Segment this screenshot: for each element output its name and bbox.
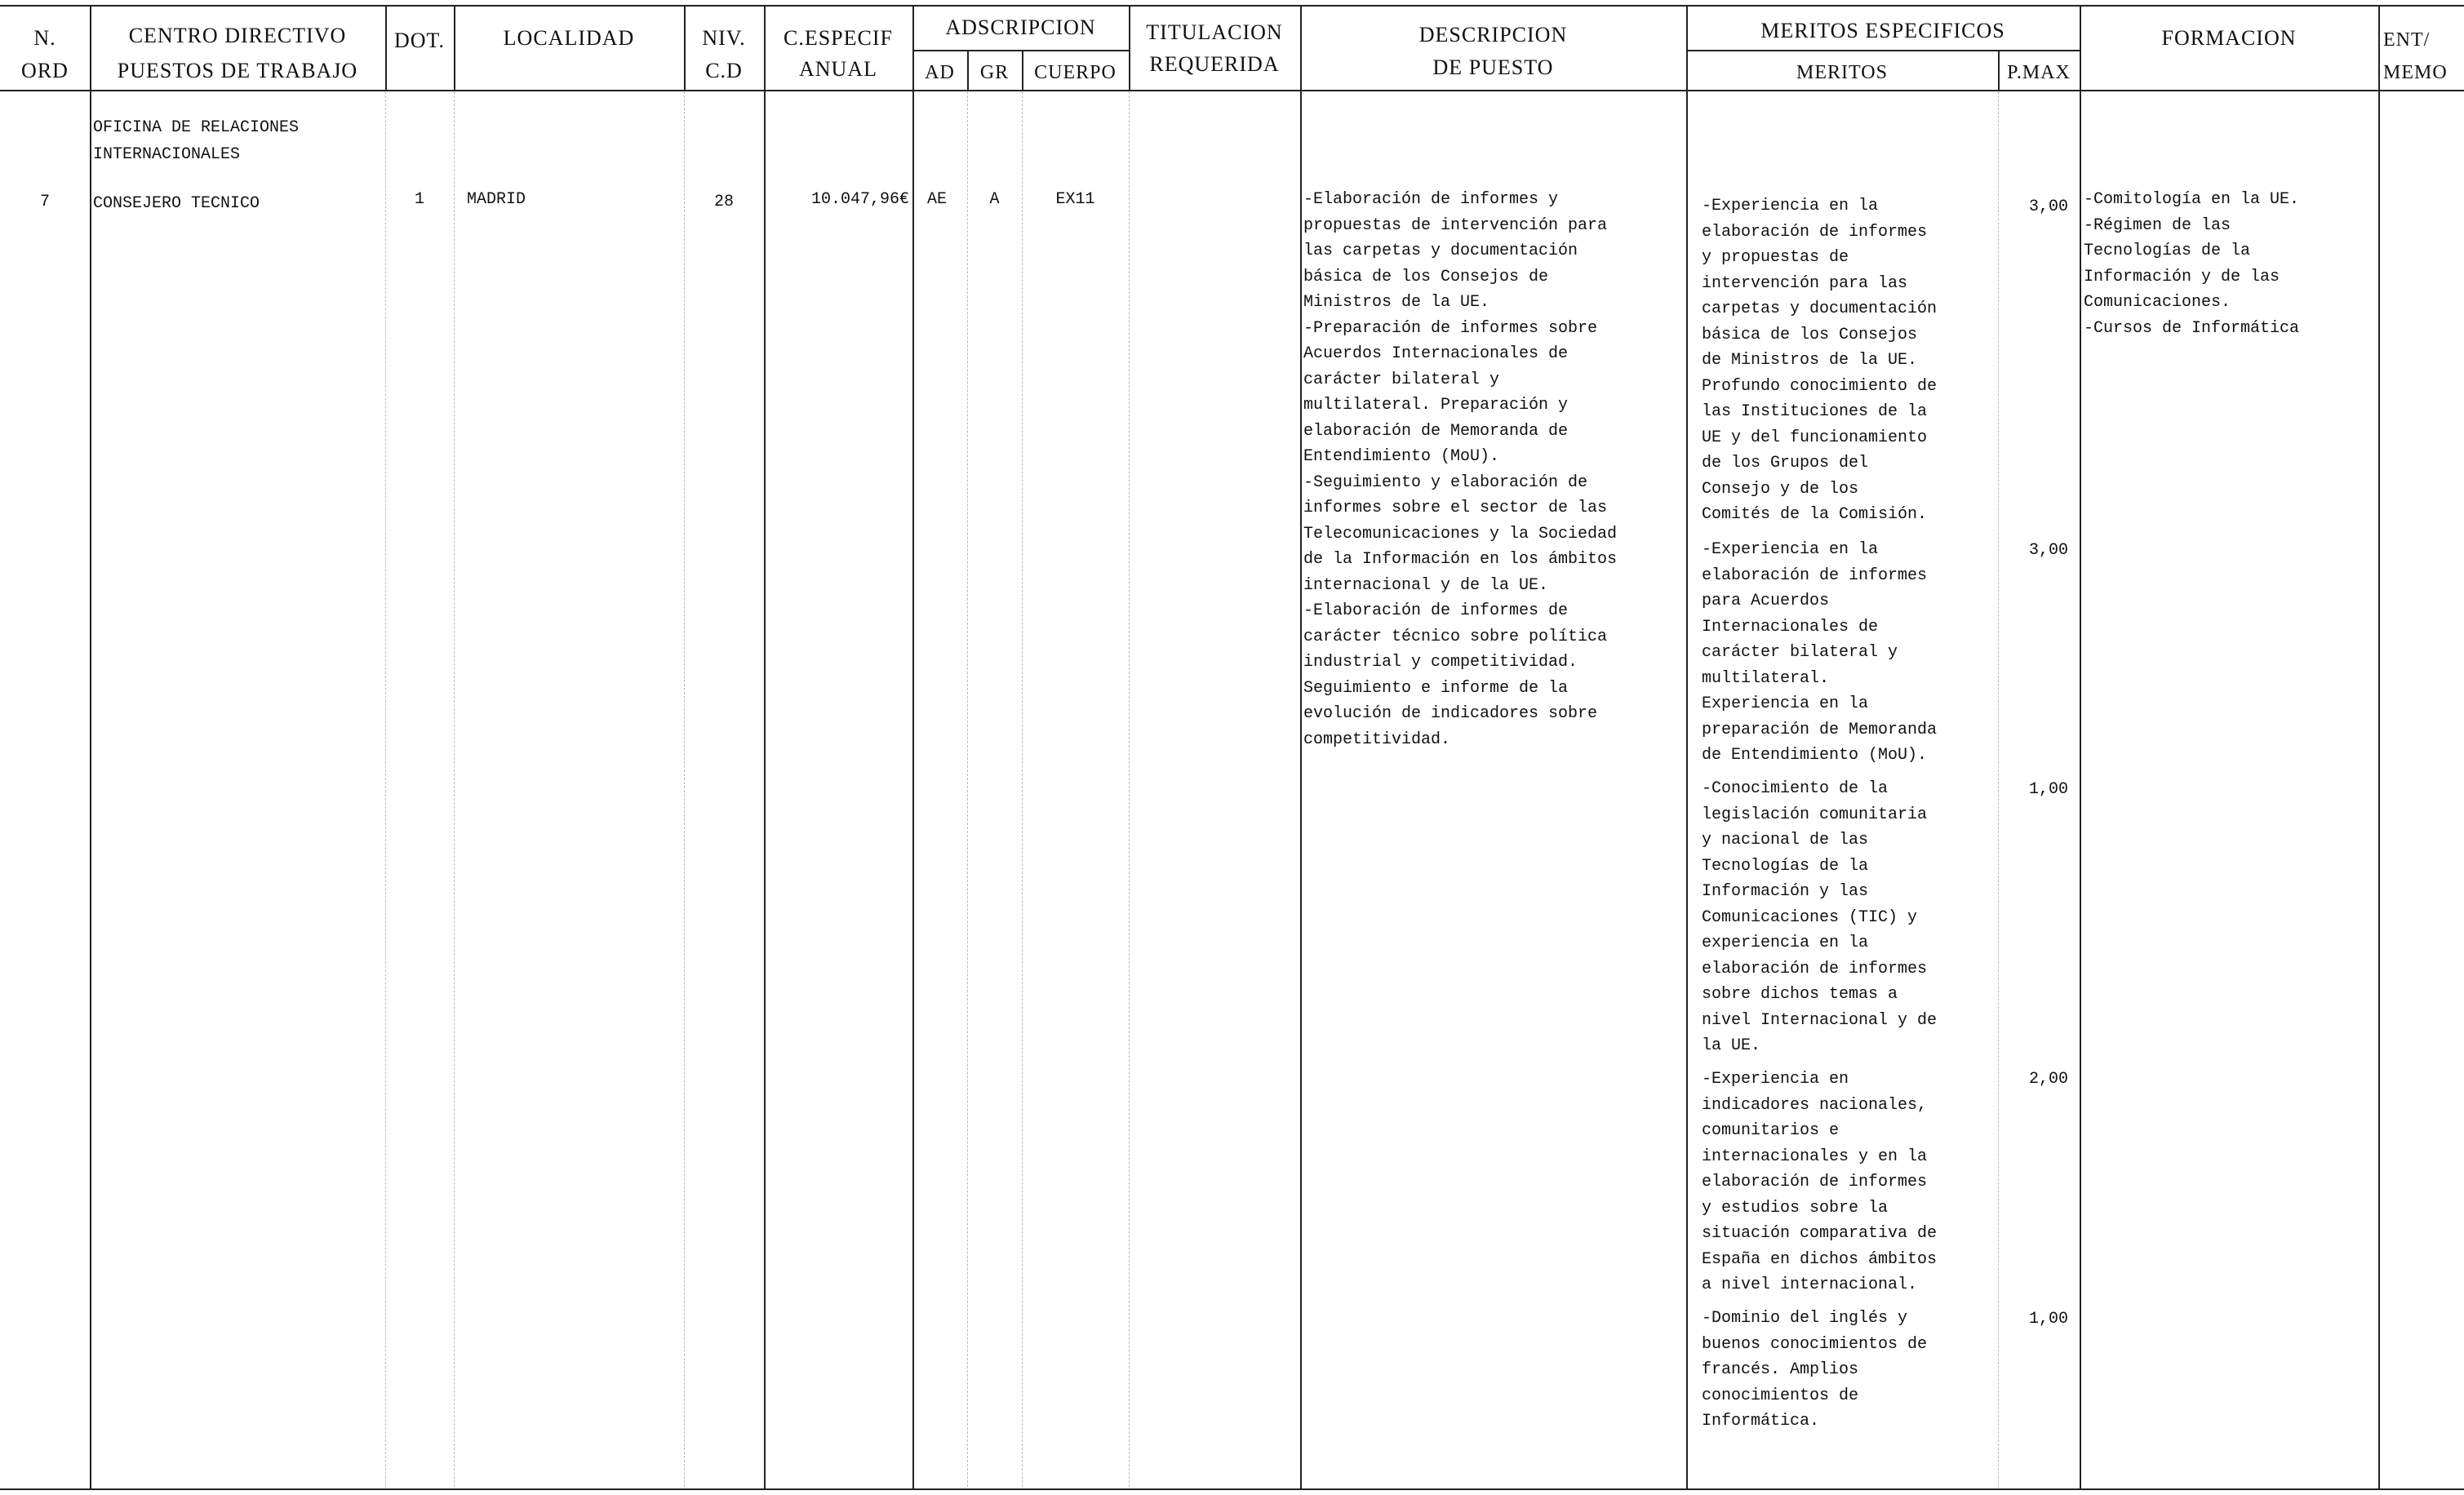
header-cuerpo: CUERPO <box>1034 62 1117 83</box>
col-sep-9 <box>1129 5 1130 90</box>
header-de-puesto: DE PUESTO <box>1432 55 1554 79</box>
merito-pmax: 1,00 <box>2028 780 2068 799</box>
merito-item: -Experiencia en indicadores nacionales, comunitarios e internacionales y en la elaboración de informes y estudios sobre la situación comparativa de España en dichos ámbitos a nivel internacional. <box>1702 1070 1938 1294</box>
header-anual: ANUAL <box>799 57 877 81</box>
header-bottom-border <box>0 90 2464 91</box>
header-complemento: C.ESPECIF <box>784 26 893 50</box>
dashed-sep-7 <box>1998 91 1999 1487</box>
header-requerida: REQUERIDA <box>1149 52 1280 76</box>
header-titulacion: TITULACION <box>1146 20 1283 44</box>
row-localidad: MADRID <box>467 190 526 209</box>
row-puesto: CONSEJERO TECNICO <box>93 194 260 213</box>
header-dot: DOT. <box>393 29 445 52</box>
merito-pmax: 3,00 <box>2028 541 2068 560</box>
header-ad: AD <box>925 62 955 83</box>
row-gr: A <box>989 190 1000 209</box>
dashed-sep-4 <box>967 91 968 1487</box>
header-centro-directivo: CENTRO DIRECTIVO <box>128 24 347 47</box>
table-top-border <box>0 5 2464 7</box>
col-sep-6 <box>912 5 914 1488</box>
header-n-ord-line2: ORD <box>21 59 69 82</box>
merito-item: -Conocimiento de la legislación comunitaria y nacional de las Tecnologías de la Información y las Comunicaciones (TIC) y experiencia en la elaboración de informes sobre dichos temas a nivel Internacional y de la UE. <box>1702 779 1938 1055</box>
col-sep-1 <box>90 5 91 1488</box>
subheader-line-meritos <box>1686 50 2080 51</box>
merito-pmax: 3,00 <box>2028 197 2068 216</box>
unit-name: OFICINA DE RELACIONES INTERNACIONALES <box>93 118 300 164</box>
col-sep-11 <box>1686 5 1688 1488</box>
row-ad: AE <box>926 190 947 209</box>
header-pmax: P.MAX <box>2007 62 2071 83</box>
dashed-sep-5 <box>1022 91 1023 1487</box>
merito-item: -Experiencia en la elaboración de informes para Acuerdos Internacionales de carácter bilateral y multilateral. Experiencia en la preparación de Memoranda de Entendimiento (MoU). <box>1702 540 1938 765</box>
row-n-ord: 7 <box>39 193 50 211</box>
dashed-sep-2 <box>454 91 455 1487</box>
row-formacion: -Comitología en la UE. -Régimen de las Tecnologías de la Información y de las Comunicaciones. -Cursos de Informática <box>2084 190 2300 338</box>
dashed-sep-6 <box>1129 91 1130 1487</box>
header-adscripcion: ADSCRIPCION <box>945 16 1096 39</box>
row-nivel: 28 <box>713 193 734 211</box>
row-dotacion: 1 <box>414 190 424 209</box>
merito-item: -Dominio del inglés y buenos conocimientos de francés. Amplios conocimientos de Informática. <box>1702 1309 1928 1431</box>
col-sep-10 <box>1300 5 1302 1488</box>
header-ent: ENT/ <box>2383 29 2431 51</box>
subheader-line-adscripcion <box>912 50 1129 51</box>
dashed-sep-1 <box>385 91 386 1487</box>
row-descripcion: -Elaboración de informes y propuestas de intervención para las carpetas y documentación básica de los Consejos de Ministros de la UE. -Preparación de informes sobre Acuerdos Internacionales de carácter bilateral y multilateral. Preparación y elaboración de Memoranda de Entendimiento (MoU). -Seguimiento y elaboración de informes sobre el sector de las Telecomunicaciones y la Sociedad de la Información en los ámbitos internacional y de la UE. -Elaboración de informes de carácter técnico sobre política industrial y competitividad. Seguimiento e informe de la evolución de indicadores sobre competitividad. <box>1303 190 1618 749</box>
row-cuerpo: EX11 <box>1055 190 1095 209</box>
merito-item: -Experiencia en la elaboración de informes y propuestas de intervención para las carpetas y documentación básica de los Consejos de Ministros de la UE. Profundo conocimiento de las Instituciones de la UE y del funcionamiento de los Grupos del Consejo y de los Comités de la Comisión. <box>1702 197 1938 524</box>
header-formacion: FORMACION <box>2161 26 2297 50</box>
header-nivel: NIV. <box>702 26 746 50</box>
col-sep-13 <box>2080 5 2081 1488</box>
header-meritos: MERITOS <box>1796 62 1888 83</box>
table-bottom-border <box>0 1488 2464 1490</box>
header-cd: C.D <box>705 59 743 82</box>
header-meritos-especificos: MERITOS ESPECIFICOS <box>1760 19 2005 42</box>
dashed-sep-3 <box>684 91 685 1487</box>
header-n-ord-line1: N. <box>33 26 56 50</box>
col-sep-14 <box>2378 5 2380 1488</box>
col-sep-5 <box>764 5 766 1488</box>
header-puestos-de-trabajo: PUESTOS DE TRABAJO <box>117 59 358 82</box>
header-localidad: LOCALIDAD <box>503 26 635 50</box>
merito-pmax: 2,00 <box>2028 1070 2068 1089</box>
header-memo: MEMO <box>2383 62 2448 83</box>
header-gr: GR <box>979 62 1010 83</box>
merito-pmax: 1,00 <box>2028 1310 2068 1329</box>
row-complemento: 10.047,96€ <box>810 190 909 209</box>
header-descripcion: DESCRIPCION <box>1418 23 1568 47</box>
